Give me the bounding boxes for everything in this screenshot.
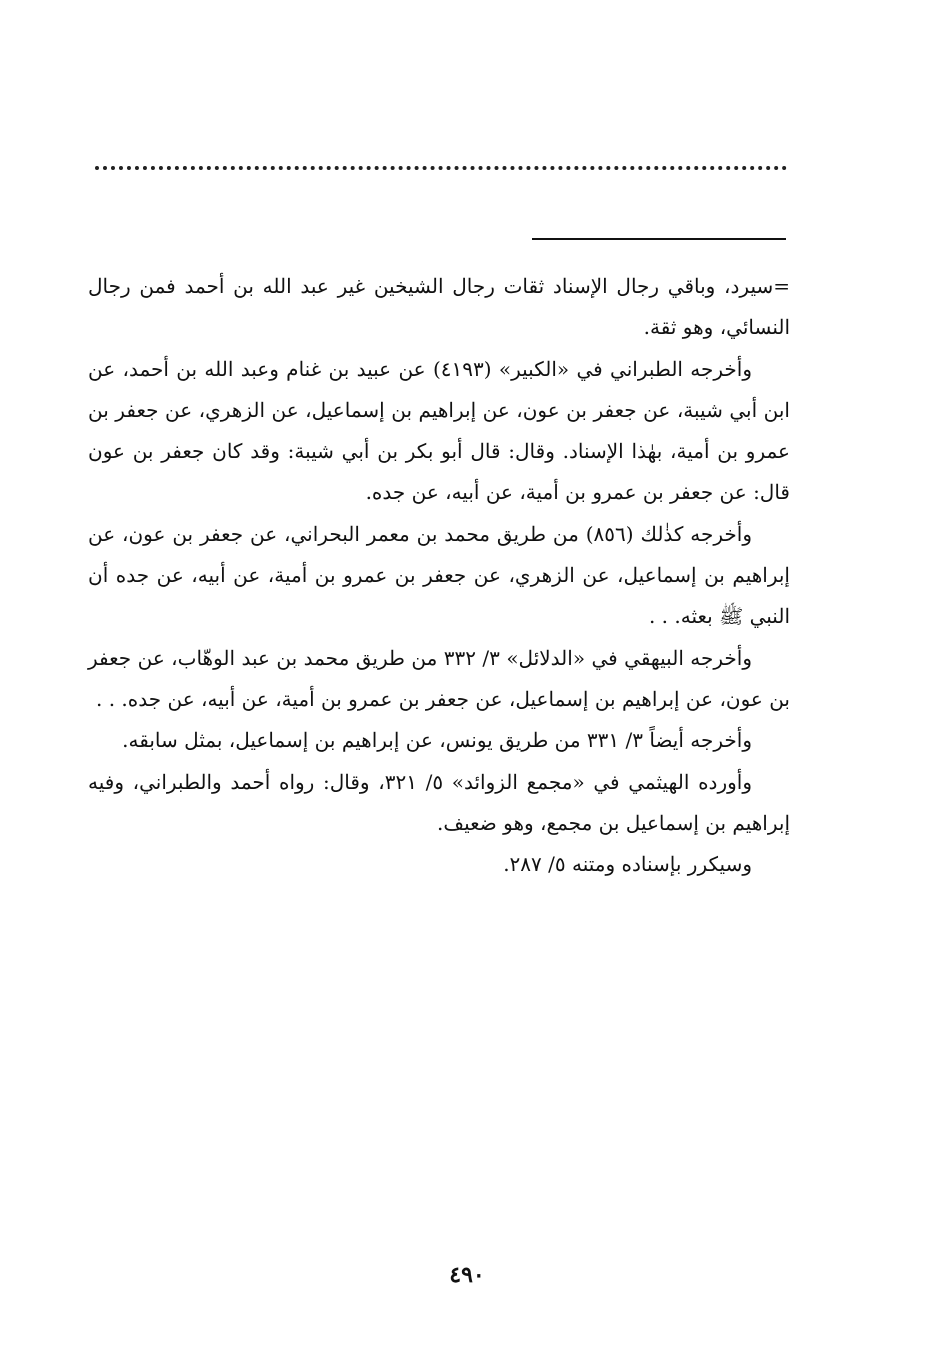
footnotes-section — [88, 266, 790, 885]
footnote-paragraph-tabarani: وأخرجه الطبراني في «الكبير» (٤١٩٣) عن عبيد بن غنام وعبد الله بن أحمد، عن ابن أبي شيبة، عن جعفر بن عون، عن إبراهيم بن إسماعيل، عن الزهري، عن جعفر بن عمرو بن أمية، بهٰذا الإسناد. وقال: قال أبو بكر بن أبي شيبة: وقد كان جعفر بن عون قال: عن جعفر بن عمرو بن أمية، عن أبيه، عن جده. — [88, 356, 790, 505]
footnote-paragraph-tabarani-2: وأخرجه كذٰلك (٨٥٦) من طريق محمد بن معمر البحراني، عن جعفر بن عون، عن إبراهيم بن إسماعيل، عن الزهري، عن جعفر بن عمرو بن أمية، عن أبيه، عن جده أن النبي ﷺ بعثه. . . — [88, 521, 790, 629]
dotted-separator — [95, 166, 787, 170]
footnote-paragraph-bayhaqi: وأخرجه البيهقي في «الدلائل» ٣/ ٣٣٢ من طريق محمد بن عبد الوهّاب، عن جعفر بن عون، عن إبراهيم بن إسماعيل، عن جعفر بن عمرو بن أمية، عن أبيه، عن جده. . . — [88, 645, 790, 711]
footnote-paragraph-repeat: وسيكرر بإسناده ومتنه ٥/ ٢٨٧. — [503, 852, 752, 877]
page-number: ٤٩٠ — [449, 1262, 485, 1288]
footnote-paragraph-bayhaqi-2: وأخرجه أيضاً ٣/ ٣٣١ من طريق يونس، عن إبراهيم بن إسماعيل، بمثل سابقه. — [122, 728, 752, 753]
footnote-paragraph-continuation: =سيرد، وباقي رجال الإسناد ثقات رجال الشيخين غير عبد الله بن أحمد فمن رجال النسائي، وهو ثقة. — [88, 274, 790, 340]
footnote-paragraph-haythami: وأورده الهيثمي في «مجمع الزوائد» ٥/ ٣٢١، وقال: رواه أحمد والطبراني، وفيه إبراهيم بن إسماعيل بن مجمع، وهو ضعيف. — [88, 769, 790, 835]
footnote-separator — [532, 238, 786, 240]
